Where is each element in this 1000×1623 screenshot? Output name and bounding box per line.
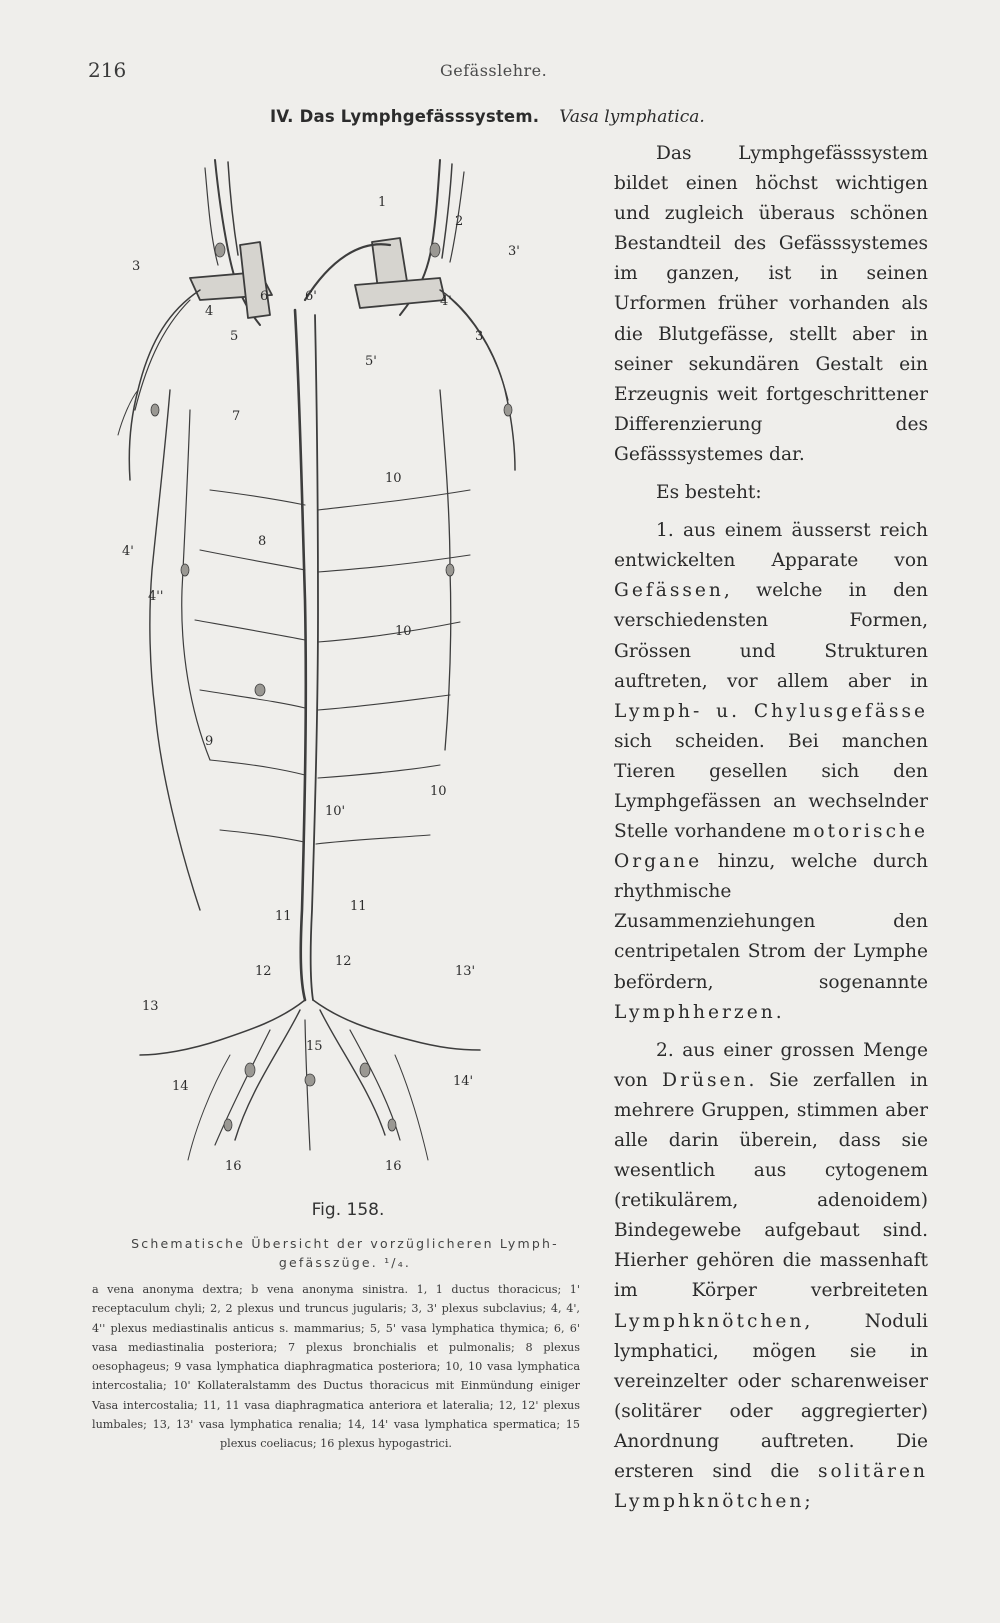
- figure-label: 10: [385, 471, 402, 486]
- figure-legend: a vena anonyma dextra; b vena anonyma sinistra. 1, 1 ductus thoracicus; 1' receptaculum chyli; 2, 2 plexus und truncus jugularis; 3, 3' plexus subclavius; 4, 4', 4'' plexus mediastinalis anticus s. mammarius; 5, 5' vasa lymphatica thymica; 6, 6' vasa mediastinalia posteriora; 7 plexus bronchialis et pulmonalis; 8 plexus oesophageus; 9 vasa lymphatica diaphragmatica posteriora; 10, 10 vasa lymphatica intercostalia; 10' Kollateralstamm des Ductus thoracicus mit Einmündung einiger Vasa intercostalia; 11, 11 vasa diaphragmatica anteriora et lateralia; 12, 12' plexus lumbales; 13, 13' vasa lymphatica renalia; 14, 14' vasa lymphatica spermatica; 15 plexus coeliacus; 16 plexus hypogastrici.: [92, 1283, 580, 1451]
- running-head: Gefässlehre.: [440, 61, 548, 80]
- text-run: sich scheiden. Bei manchen Tieren gesellen sich den Lymphgefässen an wechselnder Stelle vorhandene: [614, 730, 928, 843]
- figure-label: 11: [350, 899, 367, 914]
- figure-label: 10: [395, 624, 412, 639]
- figure-title: [100, 1234, 590, 1272]
- text-run: . Sie zerfallen in mehrere Gruppen, stimmen aber alle darin überein, dass sie wesentlich aus cytogenem (retikulärem, adenoidem) Bindegewebe aufgebaut sind. Hierher gehören die massenhaft im Körper verbreiteten: [614, 1069, 928, 1302]
- figure-label: 9: [205, 734, 214, 749]
- emphasis-text: motorische Organe: [614, 821, 928, 873]
- section-heading: [270, 106, 970, 127]
- figure-label: 5': [365, 354, 377, 369]
- text-run: , welche in den verschiedensten Formen, Grössen und Strukturen auftreten, vor allem aber in: [614, 580, 928, 692]
- paragraph-vessels: [614, 516, 928, 1028]
- figure-label: 5: [230, 329, 239, 344]
- figure-label: 8: [258, 534, 267, 549]
- body-text-column: [614, 139, 928, 1517]
- page-number: 216: [88, 58, 127, 82]
- figure-number: Fig. 158.: [311, 1200, 385, 1220]
- paragraph-intro: Das Lymphgefässsystem bildet einen höchst wichtigen und zugleich überaus schönen Bestandteil des Gefässsystemes im ganzen, ist in seinen Urformen früher vorhanden als die Blutgefässe, stellt aber in seiner sekundären Gestalt ein Erzeugnis weit fortgeschrittener Differenzierung des Gefässsystemes dar.: [614, 143, 928, 465]
- figure-label: 6': [305, 289, 317, 304]
- figure-label: 14: [172, 1079, 189, 1094]
- figure-label: 7: [232, 409, 241, 424]
- figure-label: 12: [335, 954, 352, 969]
- emphasis-text: Lymphknötchen: [614, 1310, 805, 1332]
- text-run: ;: [804, 1491, 811, 1513]
- text-run: 1. aus einem äusserst reich entwickelten Apparate von: [614, 520, 928, 572]
- figure-label: 3: [475, 329, 484, 344]
- figure-label: 14': [453, 1074, 474, 1089]
- text-run: , Noduli lymphatici, mögen sie in vereinzelter oder scharenweiser (solitärer oder aggregierter) Anordnung auftreten. Die ersteren sind die: [614, 1310, 928, 1483]
- figure-label: 3': [508, 244, 520, 259]
- figure-label: 2: [455, 214, 464, 229]
- figure-label: 12: [255, 964, 272, 979]
- figure-label: 15: [306, 1039, 323, 1054]
- paragraph-list-intro: Es besteht:: [656, 482, 762, 504]
- figure-label: 4': [122, 544, 134, 559]
- emphasis-text: Lymph- u. Chylusgefässe: [614, 700, 928, 722]
- figure-label: 16: [225, 1159, 242, 1174]
- figure-label: 16: [385, 1159, 402, 1174]
- section-title-german: IV. Das Lymphgefässsystem.: [270, 107, 540, 126]
- emphasis-text: Gefässen: [614, 580, 724, 602]
- lymphatic-system-illustration: [110, 150, 580, 1185]
- emphasis-text: solitären Lymphknötchen: [614, 1461, 928, 1513]
- figure-title-line: Schematische Übersicht der vorzüglicheren Lymph-: [131, 1236, 559, 1251]
- figure-label: 4: [205, 304, 214, 319]
- figure-label: 10': [325, 804, 346, 819]
- text-run: hinzu, welche durch rhythmische Zusammenziehungen den centripetalen Strom der Lymphe befördern, sogenannte: [614, 851, 928, 993]
- figure-title-line: gefässzüge. ¹/₄.: [278, 1255, 412, 1270]
- figure-label: 6: [260, 289, 269, 304]
- text-run: .: [775, 1001, 782, 1023]
- emphasis-text: Lymphherzen: [614, 1001, 776, 1023]
- figure-label: 1: [378, 195, 387, 210]
- paragraph-glands: [614, 1036, 928, 1518]
- illustration-drawing: [110, 150, 580, 1185]
- text-run: 2. aus einer grossen Menge von: [614, 1039, 928, 1091]
- section-title-latin: Vasa lymphatica.: [559, 107, 705, 127]
- figure-label: 11: [275, 909, 292, 924]
- figure-label: 4': [440, 294, 452, 309]
- figure-label: 4'': [148, 589, 164, 604]
- emphasis-text: Drüsen: [662, 1069, 749, 1091]
- figure-label: 3: [132, 259, 141, 274]
- figure-label: 13: [142, 999, 159, 1014]
- figure-label: 13': [455, 964, 476, 979]
- figure-label: 10: [430, 784, 447, 799]
